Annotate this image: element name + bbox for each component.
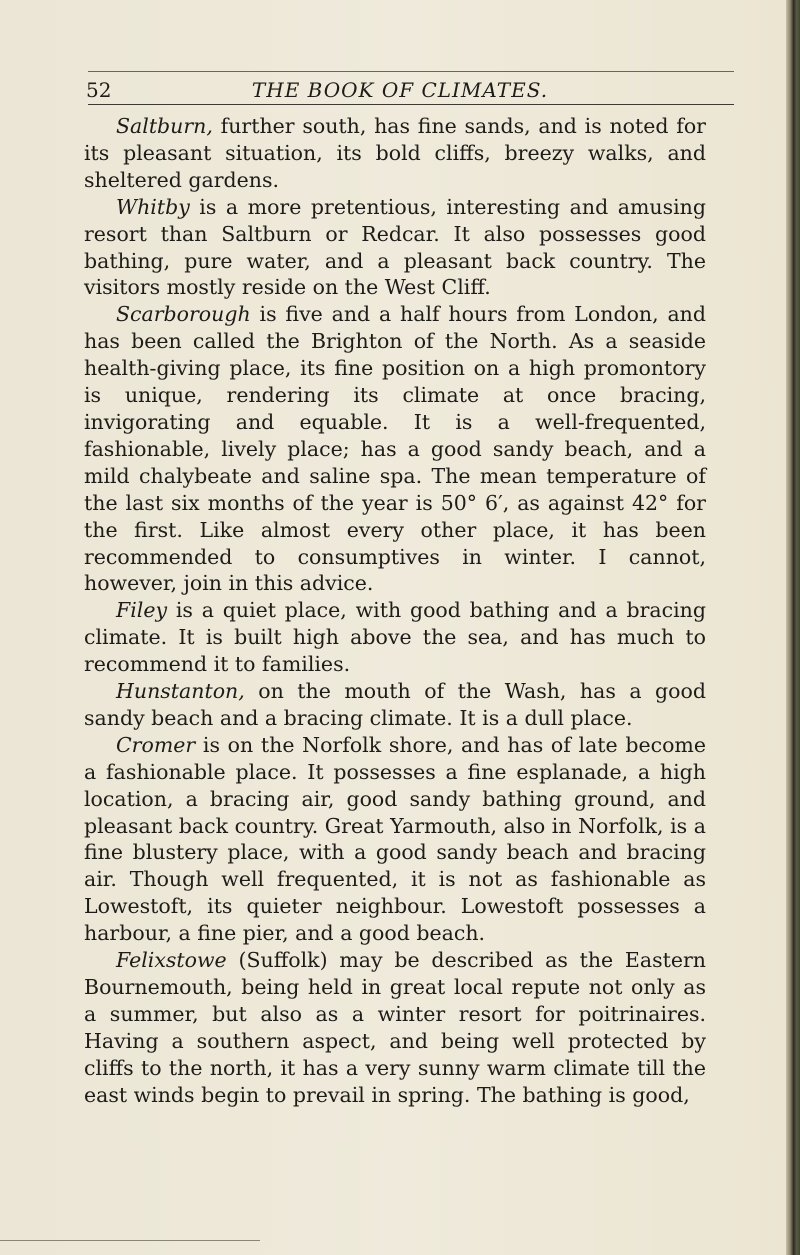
place-name: Filey bbox=[116, 598, 168, 623]
place-name: Cromer bbox=[116, 732, 196, 757]
place-name: Felixstowe bbox=[116, 948, 227, 973]
paragraph-hunstanton bbox=[84, 678, 706, 732]
paragraph-whitby bbox=[84, 194, 706, 302]
running-title: THE BOOK OF CLIMATES. bbox=[251, 78, 549, 102]
page-edge bbox=[786, 0, 800, 1255]
paragraph-text: is a quiet place, with good bathing and a bracing climate. It is built high above the sea, and has much to recommend it to families. bbox=[84, 598, 706, 677]
paragraph-text: is five and a half hours from London, and has been called the Brighton of the North. As a seaside health-giving place, its fine position on a high promontory is unique, rendering its climate at once bracing, invigorating and equable. It is a well-frequented, fashionable, lively place; has a good sandy beach, and a mild chalybeate and saline spa. The mean temperature of the last six months of the year is 50° 6′, as against 42° for the first. Like almost every other place, it has been recommended to consumptives in winter. I cannot, however, join in this advice. bbox=[84, 302, 706, 596]
paragraph-text: is on the Norfolk shore, and has of late become a fashionable place. It possesses a fine esplanade, a high location, a bracing air, good sandy bathing ground, and pleasant back country. Great Yarmouth, also in Norfolk, is a fine blustery place, with a good sandy beach and bracing air. Though well frequented, it is not as fashionable as Lowestoft, its quieter neighbour. Lowestoft possesses a harbour, a fine pier, and a good beach. bbox=[84, 732, 706, 946]
header-rule bbox=[88, 104, 734, 105]
paragraph-text: further south, has fine sands, and is noted for its pleasant situation, its bold cliffs, breezy walks, and sheltered gardens. bbox=[84, 114, 706, 192]
top-rule bbox=[88, 71, 734, 72]
page-number: 52 bbox=[86, 78, 112, 102]
body-text bbox=[84, 113, 706, 1109]
paragraph-text: on the mouth of the Wash, has a good sandy beach and a bracing climate. It is a dull place. bbox=[84, 679, 706, 730]
paragraph-text: is a more pretentious, interesting and amusing resort than Saltburn or Redcar. It also possesses good bathing, pure water, and a pleasant back country. The visitors mostly reside on the West Cliff. bbox=[84, 194, 706, 300]
place-name: Hunstanton, bbox=[116, 679, 245, 704]
paragraph-cromer bbox=[84, 732, 706, 947]
place-name: Saltburn, bbox=[116, 114, 213, 138]
paragraph-filey bbox=[84, 597, 706, 678]
bottom-rule bbox=[0, 1240, 260, 1241]
place-name: Scarborough bbox=[116, 302, 251, 327]
paragraph-felixstowe bbox=[84, 947, 706, 1108]
paragraph-text: (Suffolk) may be described as the Eastern Bournemouth, being held in great local repute not only as a summer, but also as a winter resort for poitrinaires. Having a southern aspect, and being well protected by cliffs to the north, it has a very sunny warm climate till the east winds begin to prevail in spring. The bathing is good, bbox=[84, 948, 706, 1107]
paragraph-saltburn bbox=[84, 113, 706, 194]
place-name: Whitby bbox=[116, 194, 190, 219]
paragraph-scarborough bbox=[84, 301, 706, 597]
